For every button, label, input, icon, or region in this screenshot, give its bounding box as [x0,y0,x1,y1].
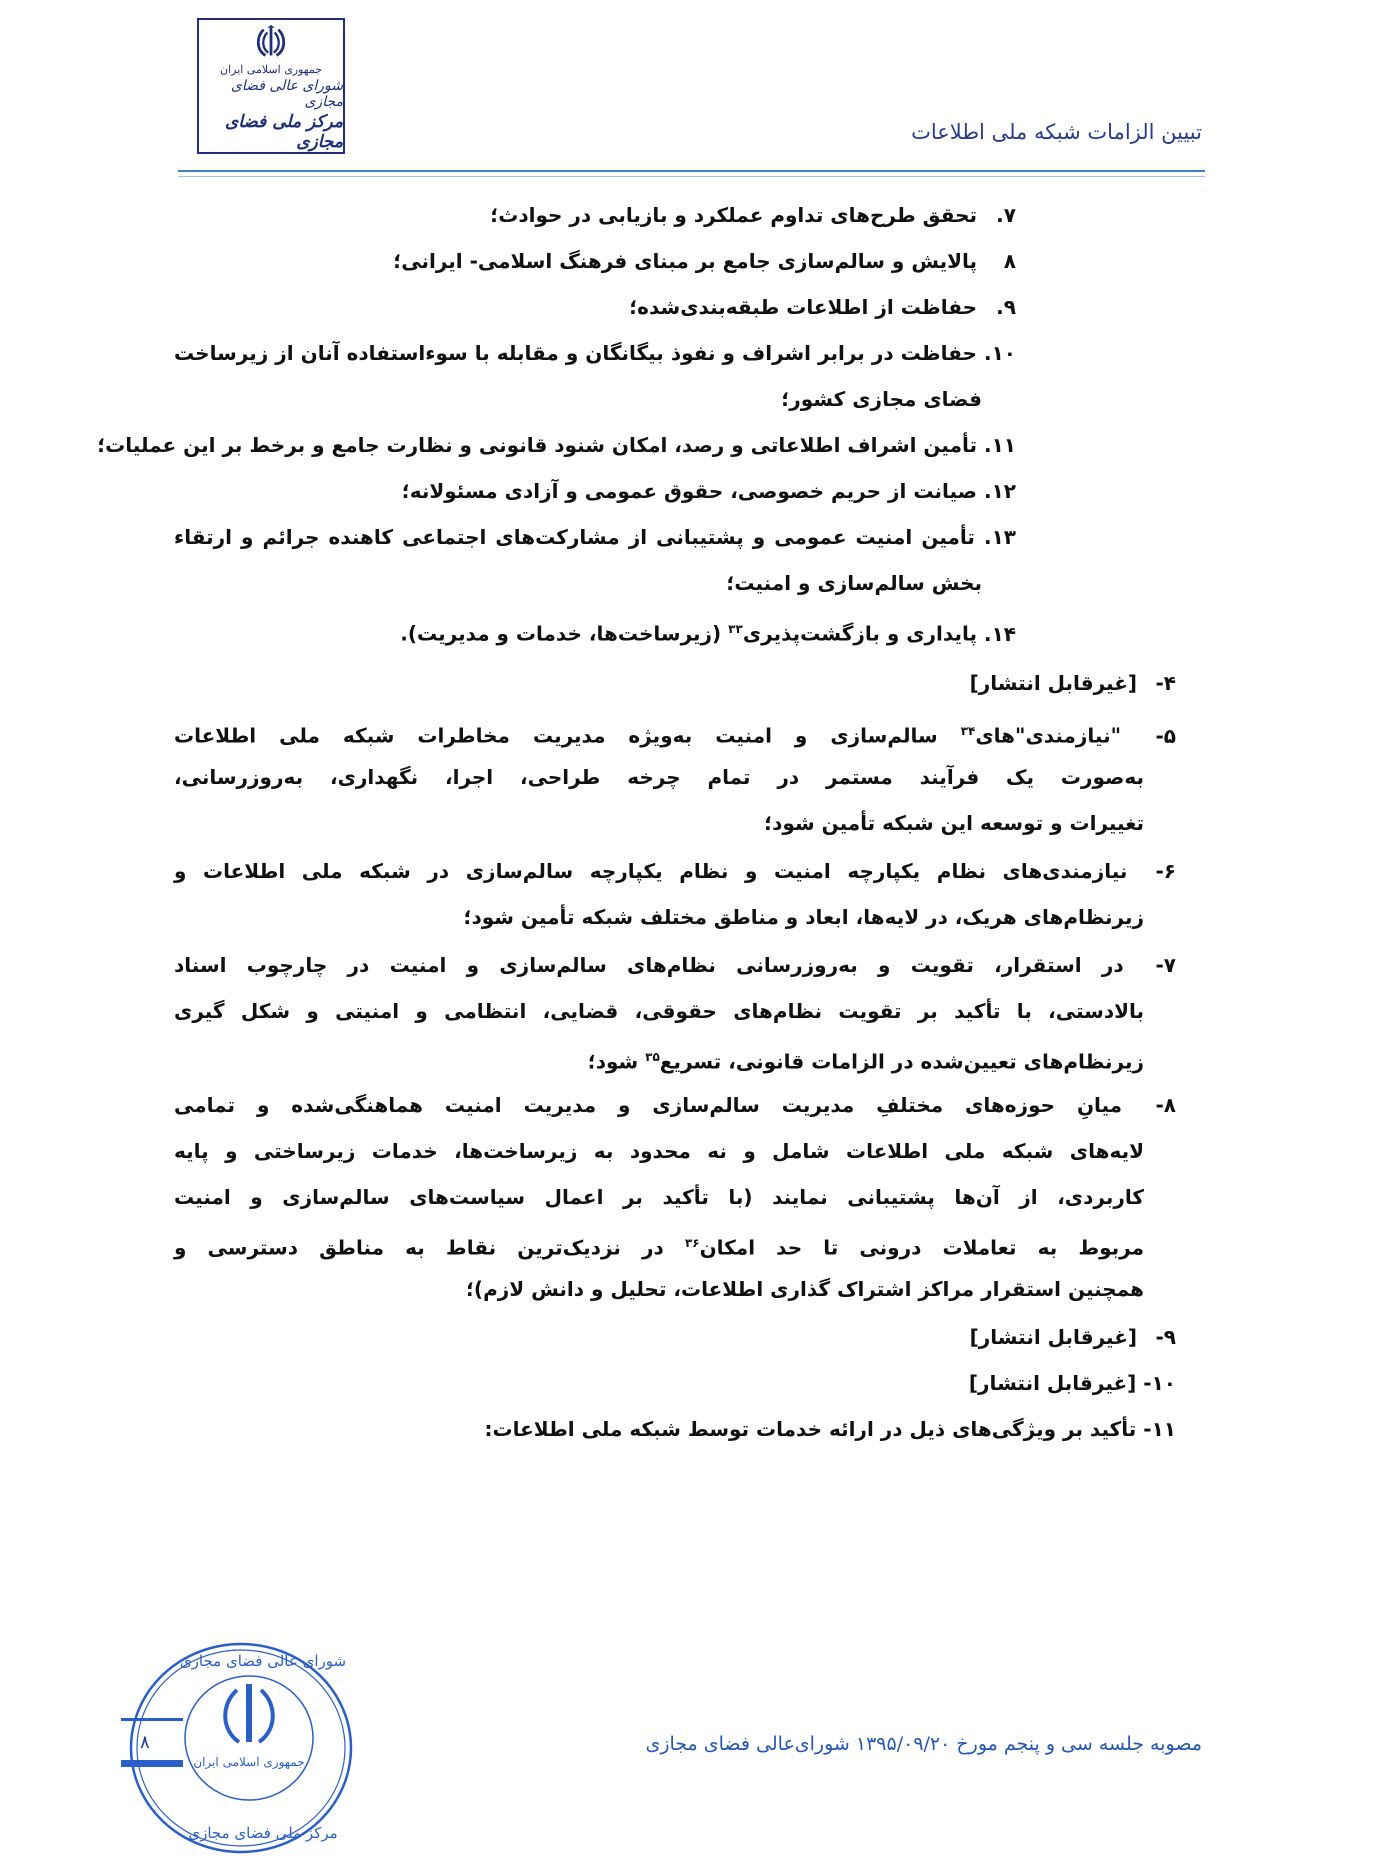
mainlist-item-5: ۵- "نیازمندی"های$^{۳۴}$ سالم‌سازی و امنیت به‌ویژه مدیریت مخاطرات شبکه ملی اطلاعات [174,723,1176,748]
sublist-item-11: ۱۱. تأمین اشراف اطلاعاتی و رصد، امکان شنود قانونی و نظارت جامع و برخط بر این عملیات؛ [97,433,1016,457]
seal-outer-ring [131,1644,351,1852]
footnote-ref: ۳۶ [684,1236,700,1250]
footnote-ref: ۳۴ [960,724,976,738]
sublist-item-8: ۸ پالایش و سالم‌سازی جامع بر مبنای فرهنگ اسلامی- ایرانی؛ [393,249,1016,273]
mainlist-item-5-cont1: به‌صورت یک فرآیند مستمر در تمام چرخه طراحی، اجرا، نگهداری، به‌روزرسانی، [174,765,1144,789]
seal-emblem-icon [225,1684,273,1742]
page-header-title: تبیین الزامات شبکه ملی اطلاعات [911,120,1202,144]
mainlist-item-9: ۹- [غیرقابل انتشار] [969,1325,1176,1349]
mainlist-item-8-cont3: مربوط به تعاملات درونی تا حد امکان$^{۳۶}$ در نزدیک‌ترین نقاط به مناطق دسترسی و [174,1235,1144,1260]
header-logo [197,18,345,154]
sublist-item-9: ۹. حفاظت از اطلاعات طبقه‌بندی‌شده؛ [629,295,1016,319]
sublist-item-7: ۷. تحقق طرح‌های تداوم عملکرد و بازیابی در حوادث؛ [490,203,1016,227]
mainlist-item-6-cont: زیرنظام‌های هریک، در لایه‌ها، ابعاد و مناطق مختلف شبکه تأمین شود؛ [463,905,1144,929]
sublist-item-10: ۱۰. حفاظت در برابر اشراف و نفوذ بیگانگان و مقابله با سوءاستفاده آنان از زیرساخت [174,341,1016,365]
mainlist-item-8-cont2: کاربردی، از آن‌ها پشتیبانی نمایند (با تأکید بر اعمال سیاست‌های سالم‌سازی و امنیت [174,1185,1144,1209]
mainlist-item-11: ۱۱- تأکید بر ویژگی‌های ذیل در ارائه خدمات توسط شبکه ملی اطلاعات: [484,1417,1176,1441]
footnote-ref: ۳۳ [728,622,743,636]
seal-bottom-text: مرکز ملی فضای مجازی [188,1824,338,1842]
mainlist-item-8: ۸- میانِ حوزه‌های مختلفِ مدیریت سالم‌سازی و مدیریت امنیت هماهنگی‌شده و تمامی [174,1093,1176,1117]
seal-bar-bottom [121,1760,183,1767]
mainlist-item-10: ۱۰- [غیرقابل انتشار] [968,1371,1176,1395]
mainlist-item-7-cont2: زیرنظام‌های تعیین‌شده در الزامات قانونی، تسریع$^{۳۵}$ شود؛ [587,1049,1144,1074]
footnote-ref: ۳۵ [645,1050,660,1064]
page-number: ۸ [140,1732,150,1753]
sublist-item-13-cont: بخش سالم‌سازی و امنیت؛ [726,571,982,595]
mainlist-item-8-cont4: همچنین استقرار مراکز اشتراک گذاری اطلاعات، تحلیل و دانش لازم)؛ [465,1277,1144,1301]
mainlist-item-5-cont2: تغییرات و توسعه این شبکه تأمین شود؛ [764,811,1144,835]
logo-line-center: مرکز ملی فضای مجازی [224,112,343,152]
iran-emblem-icon [252,24,290,61]
sublist-item-10-cont: فضای مجازی کشور؛ [781,387,982,411]
mainlist-item-6: ۶- نیازمندی‌های نظام یکپارچه امنیت و نظام یکپارچه سالم‌سازی در شبکه ملی اطلاعات و [174,859,1176,883]
header-divider [178,170,1205,177]
sublist-item-14: ۱۴. پایداری و بازگشت‌پذیری$^{۳۳}$ (زیرساخت‌ها، خدمات و مدیریت). [400,621,1016,646]
seal-inner-text: جمهوری اسلامی ایران [193,1755,305,1769]
mainlist-item-7-cont1: بالادستی، با تأکید بر تقویت نظام‌های حقوقی، قضایی، انتظامی و امنیتی و شکل گیری [174,999,1144,1023]
footer-approval-text: مصوبه جلسه سی و پنجم مورخ ۱۳۹۵/۰۹/۲۰ شورای‌عالی فضای مجازی [645,1733,1202,1755]
mainlist-item-8-cont1: لایه‌های شبکه ملی اطلاعات شامل و نه محدود به زیرساخت‌ها، خدمات زیرساختی و پایه [174,1139,1144,1163]
seal-top-text: شورای عالی فضای مجازی [179,1652,347,1670]
logo-line-council: شورای عالی فضای مجازی [230,78,343,110]
mainlist-item-4: ۴- [غیرقابل انتشار] [969,671,1176,695]
seal-outer-ring-inner [137,1650,345,1846]
sublist-item-13: ۱۳. تأمین امنیت عمومی و پشتیبانی از مشارکت‌های اجتماعی کاهنده جرائم و ارتقاء [174,525,1017,549]
logo-line-country: جمهوری اسلامی ایران [219,63,323,76]
seal-bar-top [121,1718,183,1721]
sublist-item-12: ۱۲. صیانت از حریم خصوصی، حقوق عمومی و آزادی مسئولانه؛ [401,479,1016,503]
mainlist-item-7: ۷- در استقرار، تقویت و به‌روزرسانی نظام‌های سالم‌سازی و امنیت در چارچوب اسناد [174,953,1176,977]
